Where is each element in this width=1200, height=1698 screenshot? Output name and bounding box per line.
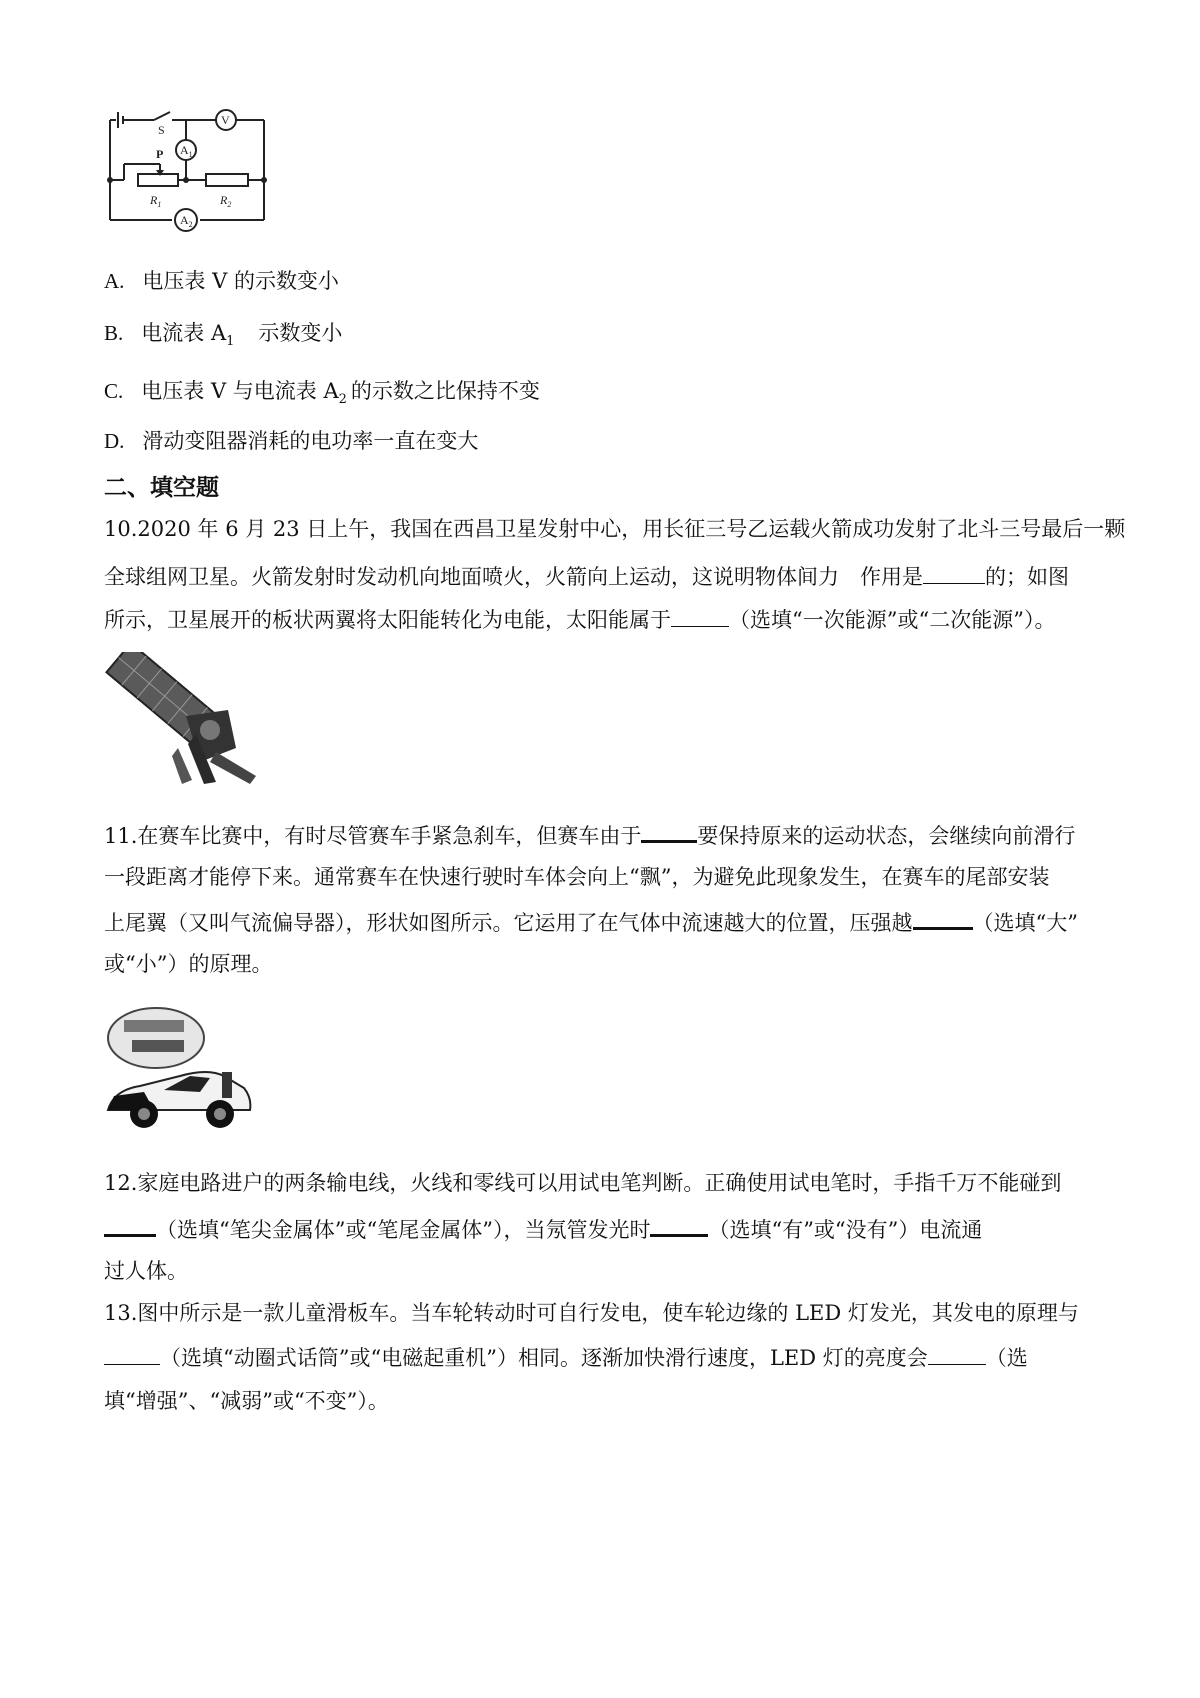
q10-line1: 10.2020 年 6 月 23 日上午，我国在西昌卫星发射中心，用长征三号乙运载火箭成功发射了北斗三号最后一颗	[104, 517, 1126, 541]
section-title: 二、填空题	[104, 475, 219, 501]
option-b: B. 电流表 $A_1$ 示数变小	[104, 321, 343, 350]
q10-line2: 全球组网卫星。火箭发射时发动机向地面喷火，火箭向上运动，这说明物体间力 作用是 的；如图	[104, 561, 1069, 592]
q13-line1: 13.图中所示是一款儿童滑板车。当车轮转动时可自行发电，使车轮边缘的 LED 灯发光，其发电的原理与	[104, 1301, 1079, 1325]
q10-line3: 所示，卫星展开的板状两翼将太阳能转化为电能，太阳能属于 （选填“一次能源”或“二次能源”）。	[104, 604, 1055, 635]
q10-blank1	[923, 561, 985, 584]
circuit-diagram	[100, 108, 280, 250]
q13-blank2	[928, 1342, 986, 1365]
q11-blank2	[913, 905, 973, 930]
option-c: C. 电压表 V 与电流表 $A_2$ 的示数之比保持不变	[104, 379, 540, 408]
satellite-image	[104, 652, 264, 792]
q12-line2: （选填“笔尖金属体”或“笔尾金属体”），当氖管发光时 （选填“有”或“没有”）电流通	[104, 1212, 982, 1245]
option-a: A. 电压表 V 的示数变小	[104, 269, 339, 293]
q11-line1: 11.在赛车比赛中，有时尽管赛车手紧急刹车，但赛车由于 要保持原来的运动状态，会继续向前滑行	[104, 818, 1075, 851]
q12-line3: 过人体。	[104, 1259, 188, 1283]
q12-blank1	[104, 1212, 156, 1237]
q11-line2: 一段距离才能停下来。通常赛车在快速行驶时车体会向上“飘”，为避免此现象发生，在赛车的尾部安装	[104, 865, 1050, 889]
q12-line1: 12.家庭电路进户的两条输电线，火线和零线可以用试电笔判断。正确使用试电笔时，手指千万不能碰到	[104, 1171, 1062, 1195]
r2-label: $R_2$	[220, 193, 232, 209]
ammeter2-label: $A_2$	[180, 213, 193, 229]
q11-blank1	[641, 818, 697, 843]
q13-blank1	[104, 1342, 160, 1365]
voltmeter-label: V	[221, 113, 230, 127]
q11-line4: 或“小”）的原理。	[104, 952, 273, 976]
ammeter1-label: $A_1$	[180, 143, 193, 159]
q10-blank2	[671, 604, 729, 627]
r1-label: $R_1$	[150, 193, 162, 209]
switch-label: S	[158, 123, 165, 137]
q13-line3: 填“增强”、“减弱”或“不变”）。	[104, 1389, 389, 1413]
q12-blank2	[650, 1212, 708, 1237]
option-d: D. 滑动变阻器消耗的电功率一直在变大	[104, 429, 479, 453]
slider-label: P	[156, 147, 164, 161]
race-car-image	[104, 1006, 254, 1136]
q11-line3: 上尾翼（又叫气流偏导器），形状如图所示。它运用了在气体中流速越大的位置，压强越 （选填“大”	[104, 905, 1078, 938]
q13-line2: （选填“动圈式话筒”或“电磁起重机”）相同。逐渐加快滑行速度，LED 灯的亮度会 （选	[104, 1342, 1028, 1373]
